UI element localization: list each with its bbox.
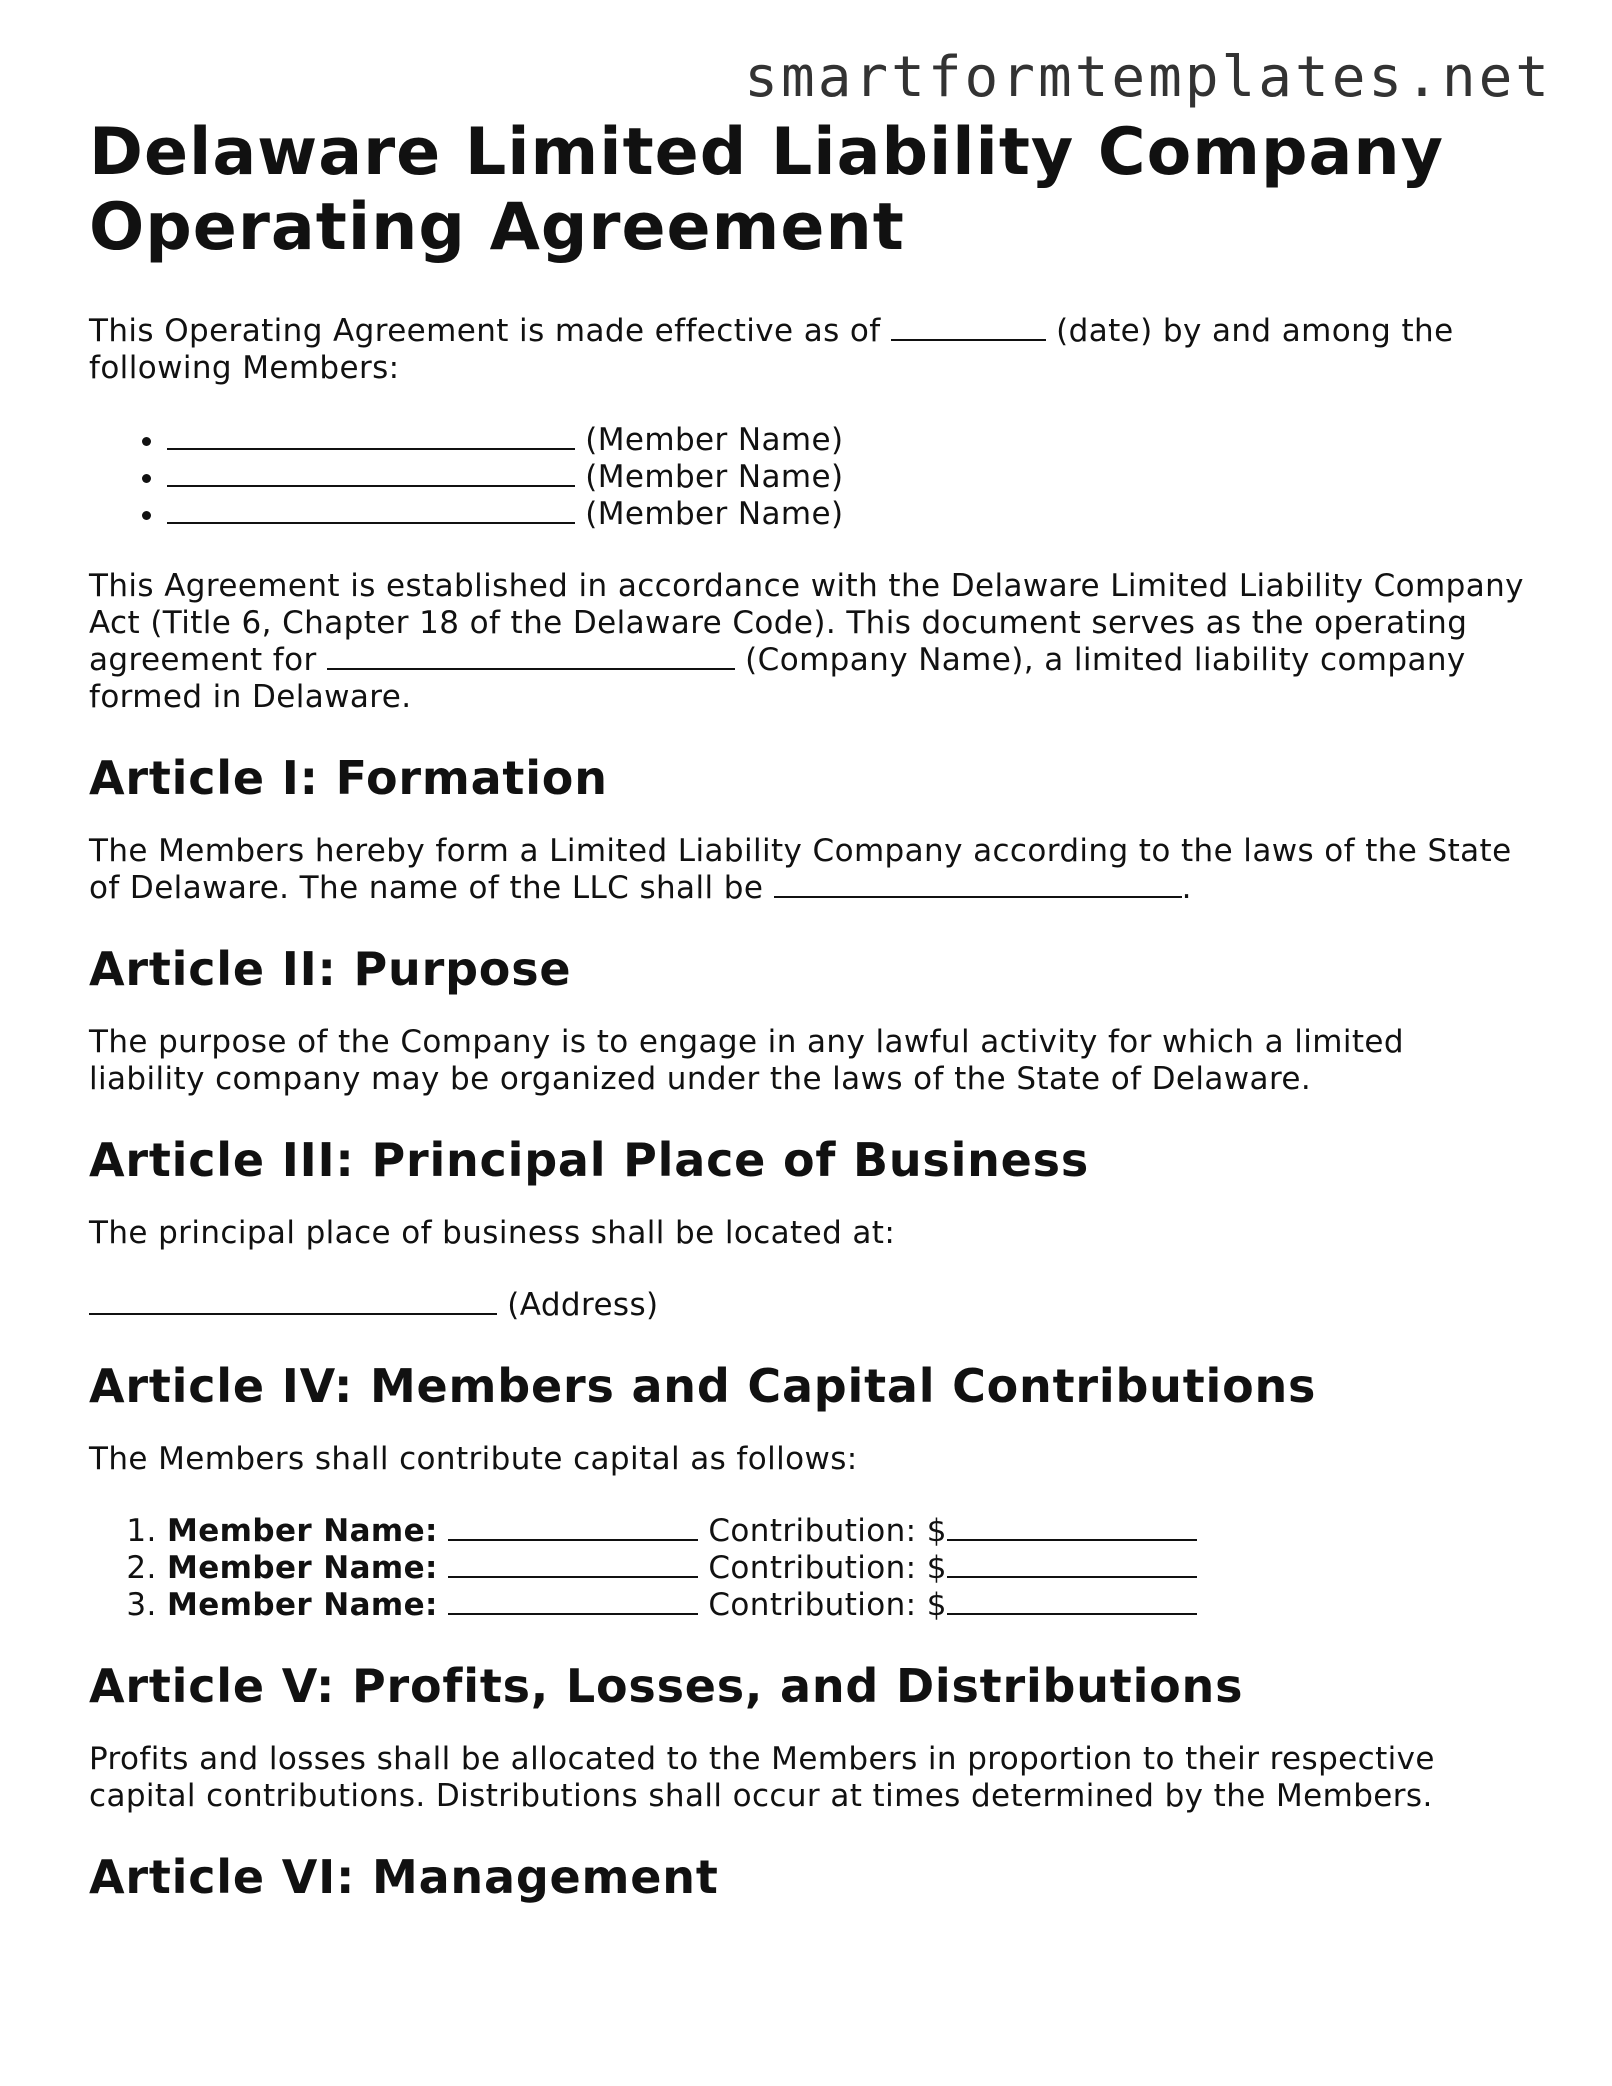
article-6-heading: Article VI: Management bbox=[89, 1850, 719, 1904]
article-3-text: The principal place of business shall be located at: bbox=[89, 1215, 896, 1251]
address-blank[interactable] bbox=[89, 1287, 497, 1315]
member-name-label: Member Name: bbox=[167, 1513, 438, 1549]
article-1-text-before: The Members hereby form a Limited Liability Company according to the laws of the State of Delaware. The name of the LLC shall be bbox=[89, 833, 1512, 906]
member-name-label: Member Name: bbox=[167, 1550, 438, 1586]
member-name-blank[interactable] bbox=[167, 496, 575, 524]
date-blank[interactable] bbox=[891, 313, 1046, 341]
contribution-list bbox=[89, 1513, 1529, 1624]
intro-paragraph bbox=[89, 313, 1529, 387]
llc-name-blank[interactable] bbox=[774, 870, 1182, 898]
member-name-label: (Member Name) bbox=[585, 422, 844, 458]
article-3-heading: Article III: Principal Place of Business bbox=[89, 1133, 1090, 1187]
establishment-text-before: This Agreement is established in accordance with the Delaware Limited Liability Company Act (Title 6, Chapter 18 of the Delaware Code). This document serves as the operating agreement for bbox=[89, 568, 1524, 678]
document-title: Delaware Limited Liability Company Operating Agreement bbox=[89, 115, 1445, 265]
list-item bbox=[167, 1513, 1529, 1550]
article-5-heading: Article V: Profits, Losses, and Distributions bbox=[89, 1659, 1244, 1713]
article-5-text: Profits and losses shall be allocated to the Members in proportion to their respective capital contributions. Distributions shall occur at times determined by the Members. bbox=[89, 1741, 1435, 1814]
list-item bbox=[167, 1587, 1529, 1624]
contribution-label: Contribution: $ bbox=[708, 1513, 947, 1549]
article-2-text: The purpose of the Company is to engage in any lawful activity for which a limited liability company may be organized under the laws of the State of Delaware. bbox=[89, 1024, 1404, 1097]
contribution-blank[interactable] bbox=[947, 1587, 1197, 1615]
establishment-paragraph bbox=[89, 568, 1529, 716]
member-name-blank[interactable] bbox=[167, 459, 575, 487]
contribution-blank[interactable] bbox=[947, 1513, 1197, 1541]
article-1-heading: Article I: Formation bbox=[89, 751, 608, 805]
company-name-blank[interactable] bbox=[327, 642, 735, 670]
establishment-text-after: (Company Name), a limited liability company formed in Delaware. bbox=[89, 642, 1466, 715]
intro-text-after: (date) by and among the following Members: bbox=[89, 313, 1454, 386]
article-1-text-after: . bbox=[1181, 870, 1192, 906]
intro-text-before: This Operating Agreement is made effective as of bbox=[89, 313, 881, 349]
member-name-label: Member Name: bbox=[167, 1587, 438, 1623]
contribution-blank[interactable] bbox=[947, 1550, 1197, 1578]
article-1-text bbox=[89, 833, 1529, 907]
contribution-label: Contribution: $ bbox=[708, 1550, 947, 1586]
document-page bbox=[89, 115, 1529, 1932]
watermark: smartformtemplates.net bbox=[744, 45, 1552, 110]
article-4-text: The Members shall contribute capital as follows: bbox=[89, 1441, 858, 1477]
address-label: (Address) bbox=[507, 1287, 659, 1323]
article-2-heading: Article II: Purpose bbox=[89, 942, 572, 996]
member-list bbox=[89, 422, 1529, 533]
member-name-blank[interactable] bbox=[448, 1513, 698, 1541]
list-item bbox=[167, 496, 1529, 533]
member-name-label: (Member Name) bbox=[585, 496, 844, 532]
member-name-blank[interactable] bbox=[448, 1550, 698, 1578]
list-item bbox=[167, 1550, 1529, 1587]
member-name-blank[interactable] bbox=[448, 1587, 698, 1615]
contribution-label: Contribution: $ bbox=[708, 1587, 947, 1623]
list-item bbox=[167, 459, 1529, 496]
member-name-label: (Member Name) bbox=[585, 459, 844, 495]
article-4-heading: Article IV: Members and Capital Contributions bbox=[89, 1359, 1317, 1413]
list-item bbox=[167, 422, 1529, 459]
address-line bbox=[89, 1287, 1529, 1324]
member-name-blank[interactable] bbox=[167, 422, 575, 450]
